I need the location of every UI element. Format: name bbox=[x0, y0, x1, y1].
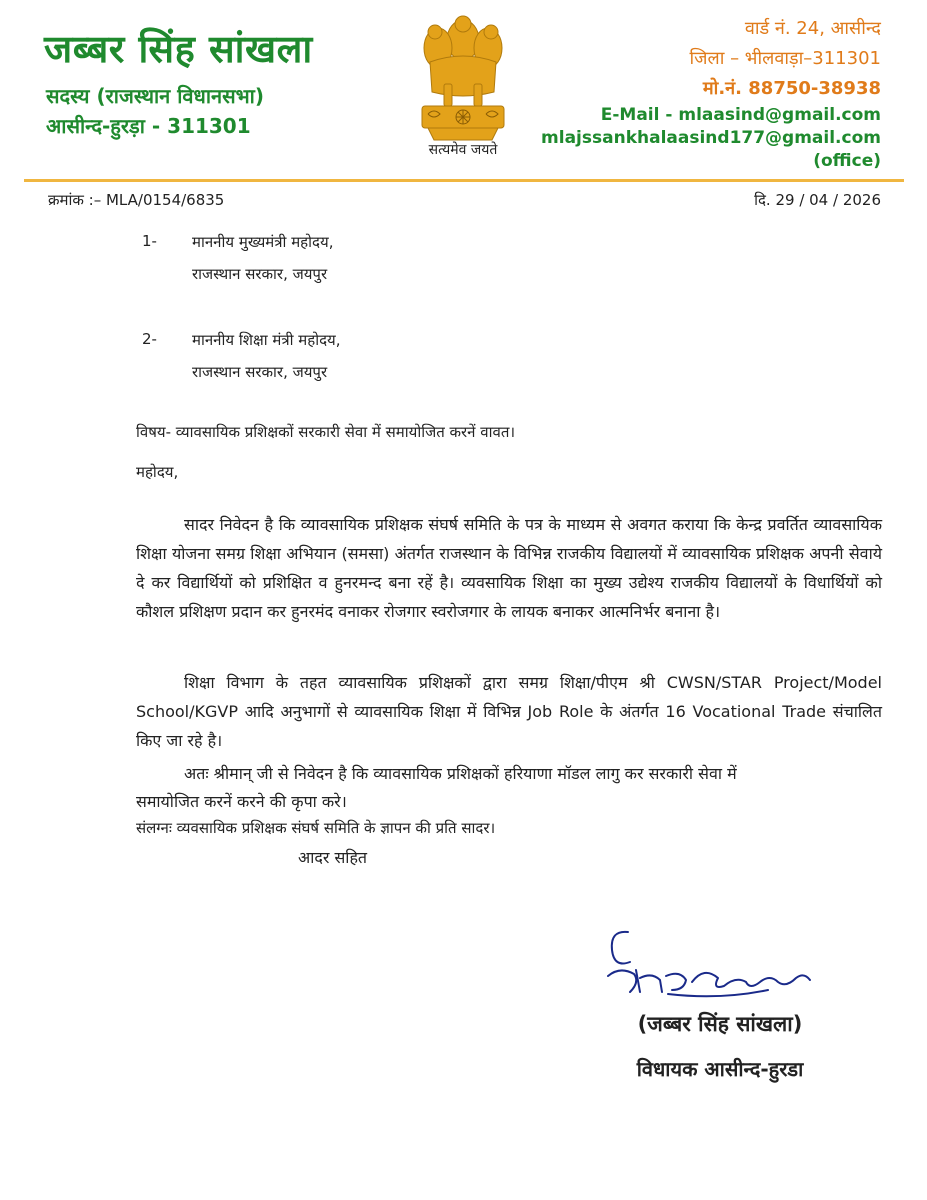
letterhead-divider bbox=[24, 179, 904, 182]
enclosure-note: संलग्नः व्यवसायिक प्रशिक्षक संघर्ष समिति के ज्ञापन की प्रति सादर। bbox=[136, 819, 496, 837]
address-line-2: जिला – भीलवाड़ा–311301 bbox=[689, 48, 881, 69]
recipient-1-number: 1- bbox=[142, 232, 157, 250]
email-office: mlajssankhalaasind177@gmail.com bbox=[541, 128, 881, 148]
body-paragraph-1: सादर निवेदन है कि व्यावसायिक प्रशिक्षक संघर्ष समिति के पत्र के माध्यम से अवगत कराया कि केन्द्र प्रवर्तित व्यावसायिक शिक्षा योजना समग्र शिक्षा अभियान (समसा) अंतर्गत राजस्थान के विभिन्न राजकीय विद्यालयों में व्यावसायिक प्रशिक्षक अपनी सेवाये दे कर विद्यार्थियों को प्रशिक्षित व हुनरमन्द बना रहें है। व्यवसायिक शिक्षा का मुख्य उद्येश्य राजकीय विद्यालयों के विधार्थियों को कौशल प्रशिक्षण प्रदान कर हुनरमंद वनाकर रोजगार स्वरोजगार के लायक बनाकर आत्मनिर्भर बनाना है। bbox=[136, 515, 882, 621]
recipient-2 bbox=[192, 324, 341, 388]
phone-number: मो.नं. 88750-38938 bbox=[702, 78, 881, 99]
emblem-motto: सत्यमेव जयते bbox=[428, 142, 498, 158]
recipient-2-line-2: राजस्थान सरकार, जयपुर bbox=[192, 363, 328, 381]
recipient-2-number: 2- bbox=[142, 330, 157, 348]
recipient-2-line-1: माननीय शिक्षा मंत्री महोदय, bbox=[192, 331, 341, 349]
address-line-1: वार्ड नं. 24, आसीन्द bbox=[744, 18, 881, 39]
signatory-name: (जब्बर सिंह सांखला) bbox=[637, 1012, 803, 1036]
letterhead-constituency: आसीन्द-हुरड़ा - 311301 bbox=[46, 114, 251, 138]
letter-date: दि. 29 / 04 / 2026 bbox=[754, 191, 881, 209]
recipient-1-line-1: माननीय मुख्यमंत्री महोदय, bbox=[192, 233, 334, 251]
closing: आदर सहित bbox=[298, 848, 368, 867]
handwritten-signature bbox=[600, 920, 830, 1010]
request-line-2: समायोजित करनें करने की कृपा करे। bbox=[136, 792, 347, 811]
letterhead-contact bbox=[541, 14, 881, 172]
email-office-note: (office) bbox=[813, 151, 881, 171]
signatory-title: विधायक आसीन्द-हुरडा bbox=[636, 1057, 804, 1081]
letterhead-name: जब्बर सिंह सांखला bbox=[44, 27, 313, 71]
salutation: महोदय, bbox=[136, 463, 179, 481]
recipient-1 bbox=[192, 226, 333, 290]
reference-number: क्रमांक :– MLA/0154/6835 bbox=[48, 191, 225, 209]
request-line-1: अतः श्रीमान् जी से निवेदन है कि व्यावसायिक प्रशिक्षकों हरियाणा मॉडल लागु कर सरकारी सेवा में bbox=[184, 764, 737, 783]
recipient-1-line-2: राजस्थान सरकार, जयपुर bbox=[192, 265, 328, 283]
email-primary: E-Mail - mlaasind@gmail.com bbox=[600, 105, 881, 125]
letter-subject: विषय- व्यावसायिक प्रशिक्षकों सरकारी सेवा में समायोजित करनें वावत। bbox=[136, 423, 516, 441]
letterhead-role: सदस्य (राजस्थान विधानसभा) bbox=[46, 84, 265, 108]
body-paragraph-2: शिक्षा विभाग के तहत व्यावसायिक प्रशिक्षकों द्वारा समग्र शिक्षा/पीएम श्री CWSN/STAR Project/Model School/KGVP आदि अनुभागों से व्यावसायिक शिक्षा में विभिन्न Job Role के अंतर्गत 16 Vocational Trade संचालित किए जा रहे है। bbox=[136, 673, 882, 750]
